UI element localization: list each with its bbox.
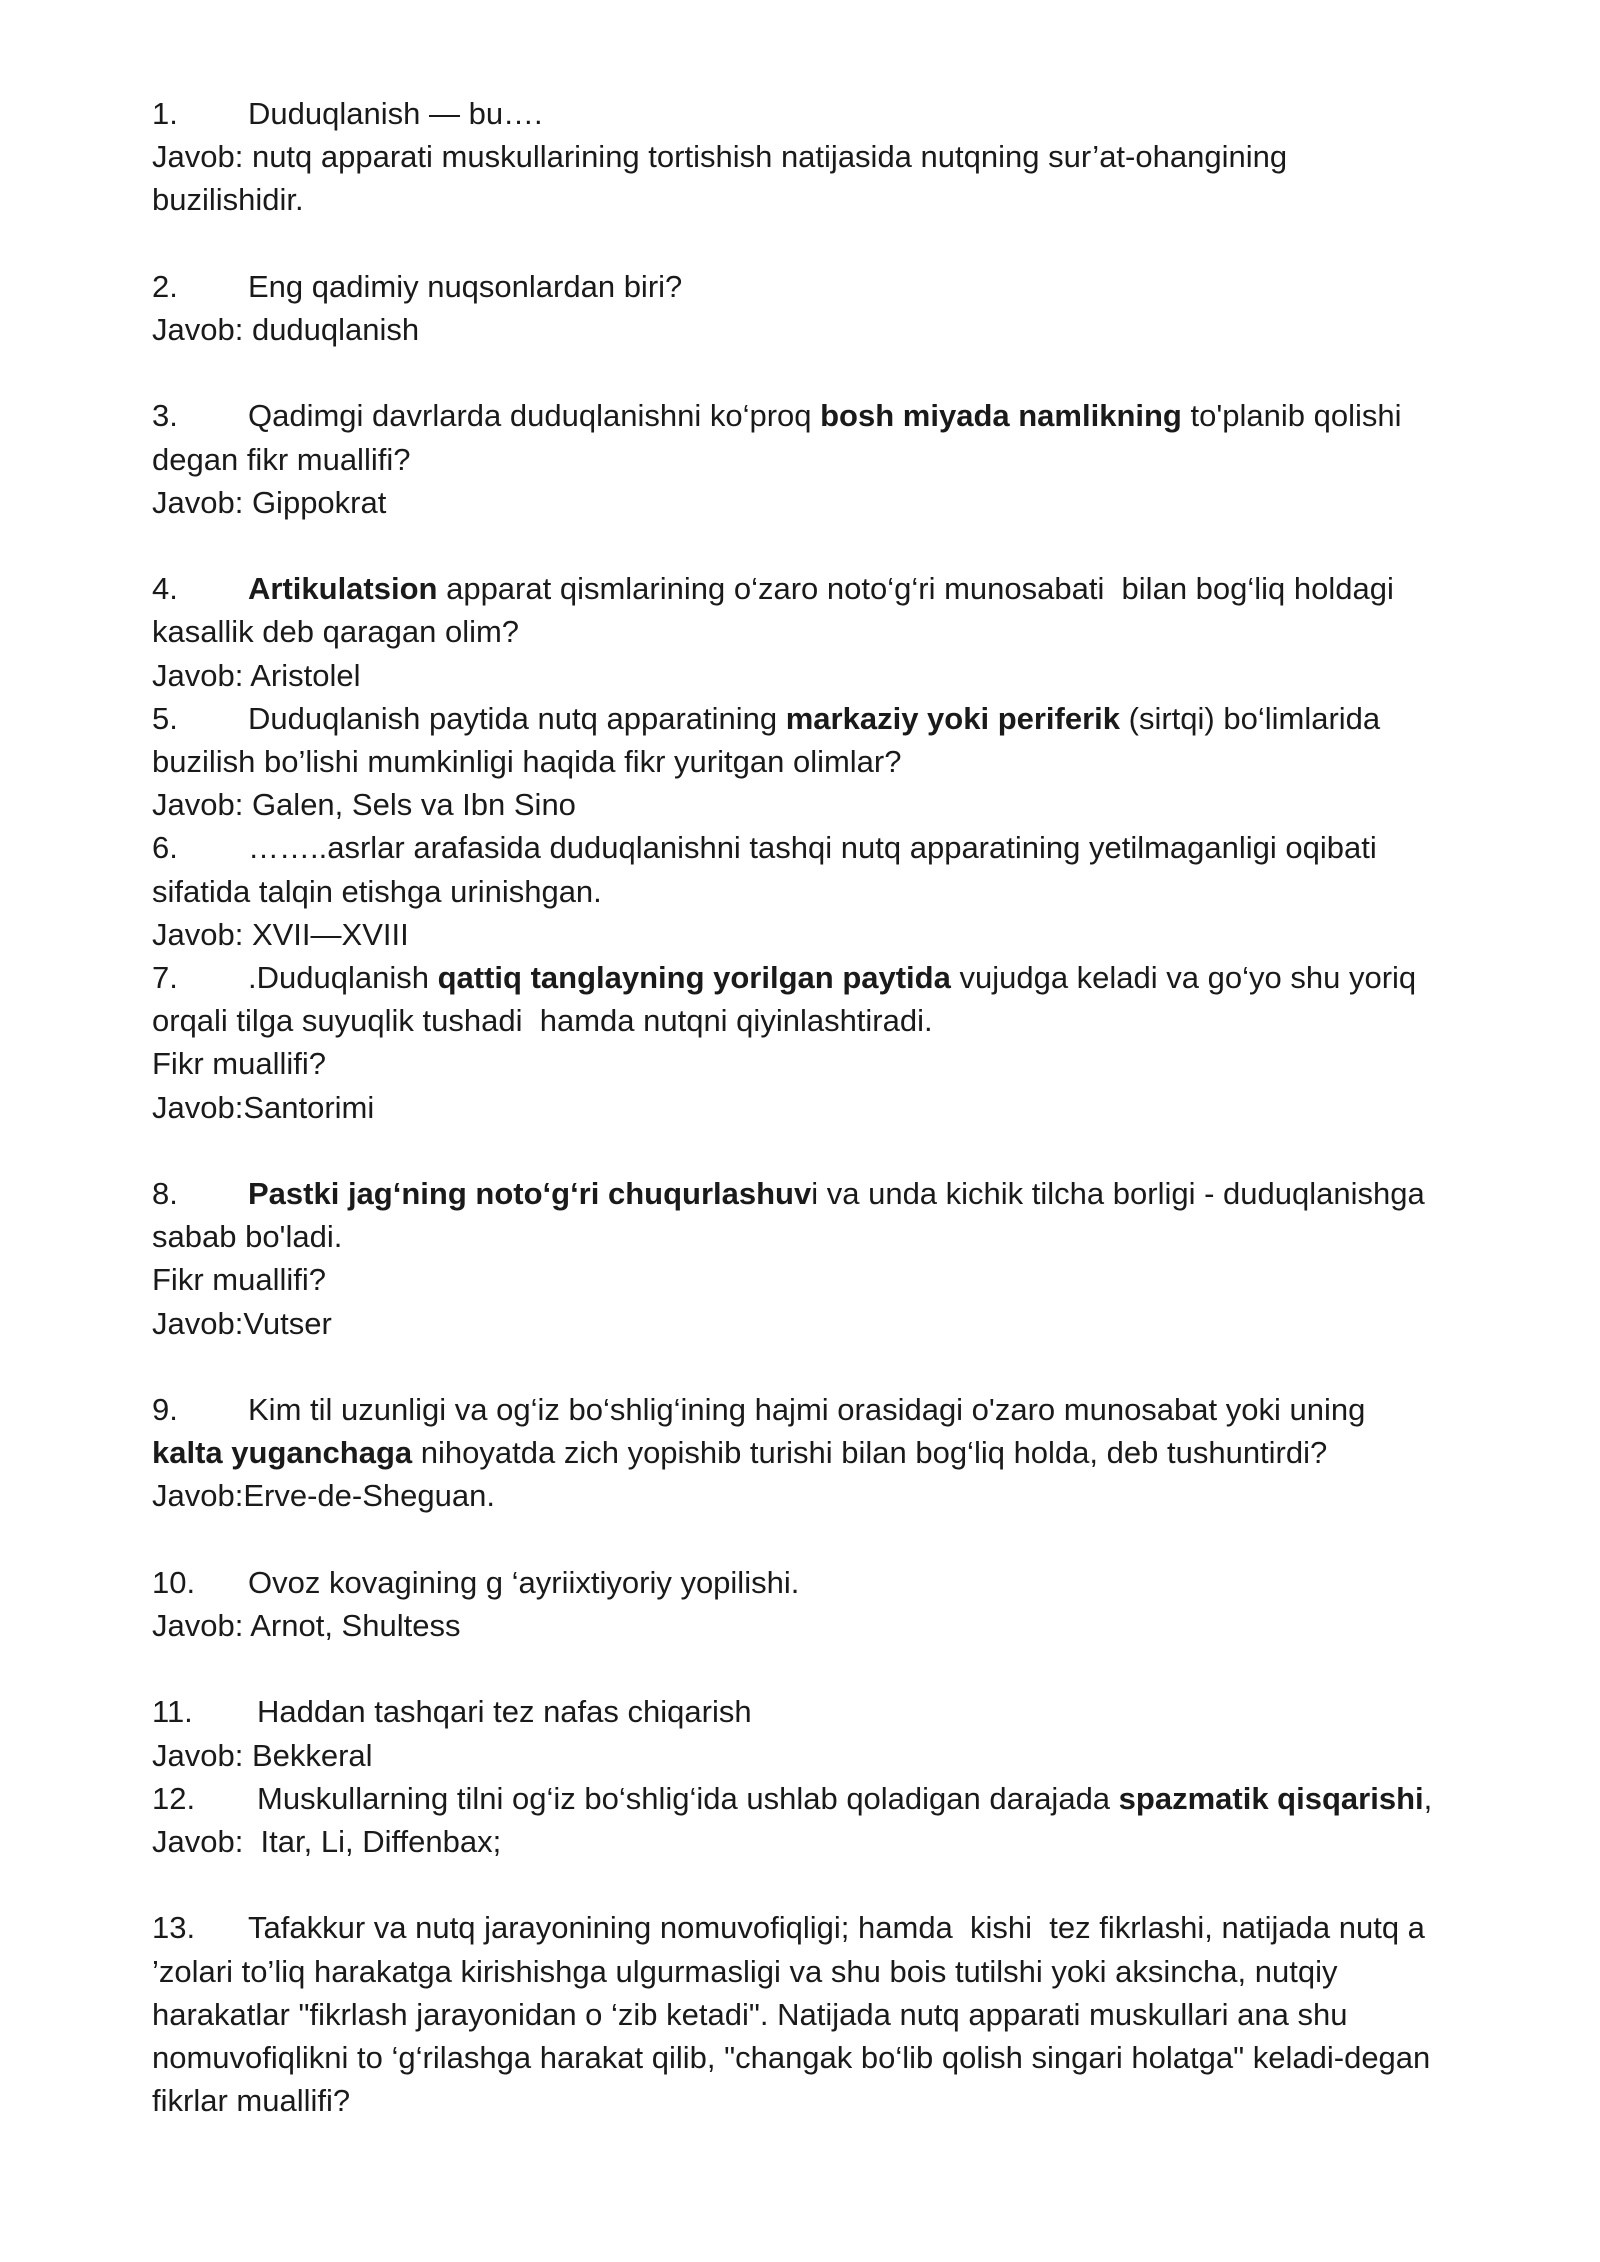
spacer — [152, 524, 1492, 567]
question-text: nihoyatda zich yopishib turishi bilan bog‘liq holda, deb tushuntirdi? — [412, 1435, 1328, 1471]
question-number: 5. — [152, 700, 178, 736]
answer-1-line-2: buzilishidir. — [152, 182, 304, 218]
question-8 — [152, 1172, 1492, 1215]
question-number: 4. — [152, 571, 178, 607]
question-emphasis: markaziy yoki periferik — [785, 700, 1121, 736]
question-text: Ovoz kovagining g ‘ayriixtiyoriy yopilishi. — [248, 1564, 800, 1600]
spacer — [152, 1345, 1492, 1388]
question-6 — [152, 826, 1492, 869]
question-13-line-2: ’zolari to’liq harakatga kirishishga ulgurmasligi va shu bois tutilshi yoki aksincha, nutqiy — [152, 1953, 1338, 1989]
question-3-line-2: degan fikr muallifi? — [152, 441, 411, 477]
question-number: 8. — [152, 1176, 178, 1212]
question-number: 9. — [152, 1392, 178, 1428]
question-text: Muskullarning tilni og‘iz bo‘shlig‘ida ushlab qoladigan darajada — [257, 1780, 1119, 1816]
question-emphasis: Pastki jag‘ning noto‘g‘ri chuqurlashuv — [248, 1176, 812, 1212]
question-4-line-2: kasallik deb qaragan olim? — [152, 614, 520, 650]
question-8-line-3: Fikr muallifi? — [152, 1262, 326, 1298]
question-text: (sirtqi) bo‘limlarida — [1120, 700, 1381, 736]
question-emphasis: bosh miyada namlikning — [820, 398, 1182, 434]
question-text: ……..asrlar arafasida duduqlanishni tashqi nutq apparatining yetilmaganligi oqibati — [248, 830, 1377, 866]
answer-3: Javob: Gippokrat — [152, 484, 387, 520]
question-number: 6. — [152, 830, 178, 866]
question-number: 10. — [152, 1564, 196, 1600]
answer-12: Javob: Itar, Li, Diffenbax; — [152, 1824, 502, 1860]
question-number: 12. — [152, 1780, 196, 1816]
question-11 — [152, 1690, 1492, 1733]
question-6-line-2: sifatida talqin etishga urinishgan. — [152, 873, 602, 909]
question-8-line-2: sabab bo'ladi. — [152, 1219, 343, 1255]
question-text: Duduqlanish — bu…. — [248, 96, 543, 131]
question-10 — [152, 1561, 1492, 1604]
question-number: 13. — [152, 1910, 196, 1946]
question-7 — [152, 956, 1492, 999]
question-number: 7. — [152, 960, 178, 996]
question-7-line-2: orqali tilga suyuqlik tushadi hamda nutqni qiyinlashtiradi. — [152, 1003, 933, 1039]
question-1 — [152, 92, 1492, 135]
question-text: Eng qadimiy nuqsonlardan biri? — [248, 268, 683, 304]
answer-6: Javob: XVII—XVIII — [152, 916, 409, 952]
question-emphasis: spazmatik qisqarishi — [1118, 1780, 1424, 1816]
question-text: i va unda kichik tilcha borligi - duduqlanishga — [811, 1176, 1425, 1212]
question-13-line-3: harakatlar "fikrlash jarayonidan o ‘zib ketadi". Natijada nutq apparati muskullari ana shu — [152, 1996, 1348, 2032]
question-text: .Duduqlanish — [248, 960, 438, 996]
question-number: 11. — [152, 1694, 193, 1730]
question-5 — [152, 697, 1492, 740]
question-9-line-2 — [152, 1431, 1492, 1474]
question-13-line-4: nomuvofiqlikni to ‘g‘rilashga harakat qilib, "changak bo‘lib qolish singari holatga" keladi-degan — [152, 2040, 1431, 2076]
question-12 — [152, 1777, 1492, 1820]
question-13 — [152, 1906, 1492, 1949]
question-text: , — [1423, 1780, 1433, 1816]
question-9 — [152, 1388, 1492, 1431]
answer-9: Javob:Erve-de-Sheguan. — [152, 1478, 495, 1514]
question-emphasis: kalta yuganchaga — [152, 1435, 413, 1471]
spacer — [152, 1129, 1492, 1172]
document-page — [152, 92, 1492, 2122]
answer-4: Javob: Aristolel — [152, 657, 361, 693]
question-text: Duduqlanish paytida nutq apparatining — [248, 700, 786, 736]
question-emphasis: Artikulatsion — [248, 571, 438, 607]
spacer — [152, 222, 1492, 265]
question-2 — [152, 265, 1492, 308]
question-4 — [152, 567, 1492, 610]
answer-7: Javob:Santorimi — [152, 1089, 375, 1125]
question-text: apparat qismlarining o‘zaro noto‘g‘ri munosabati bilan bog‘liq holdagi — [437, 571, 1394, 607]
question-text: Tafakkur va nutq jarayonining nomuvofiqligi; hamda kishi tez fikrlashi, natijada nutq a — [248, 1910, 1425, 1946]
question-text: Kim til uzunligi va og‘iz bo‘shlig‘ining hajmi orasidagi o'zaro munosabat yoki uning — [248, 1392, 1366, 1428]
answer-11: Javob: Bekkeral — [152, 1737, 373, 1773]
spacer — [152, 1863, 1492, 1906]
answer-2: Javob: duduqlanish — [152, 312, 420, 347]
question-7-line-3: Fikr muallifi? — [152, 1046, 326, 1082]
question-text: to'planib qolishi — [1181, 398, 1402, 434]
question-13-line-5: fikrlar muallifi? — [152, 2083, 351, 2119]
question-text: Qadimgi davrlarda duduqlanishni ko‘proq — [248, 398, 821, 434]
spacer — [152, 1518, 1492, 1561]
spacer — [152, 1647, 1492, 1690]
answer-10: Javob: Arnot, Shultess — [152, 1608, 461, 1644]
question-text: Haddan tashqari tez nafas chiqarish — [257, 1694, 752, 1730]
answer-8: Javob:Vutser — [152, 1305, 332, 1341]
question-5-line-2: buzilish bo’lishi mumkinligi haqida fikr yuritgan olimlar? — [152, 744, 902, 779]
answer-5: Javob: Galen, Sels va Ibn Sino — [152, 787, 576, 823]
question-text: vujudga keladi va go‘yo shu yoriq — [950, 960, 1417, 996]
question-number: 3. — [152, 398, 178, 434]
question-number: 1. — [152, 96, 178, 131]
question-emphasis: qattiq tanglayning yorilgan paytida — [437, 960, 951, 996]
spacer — [152, 351, 1492, 394]
answer-1-line-1: Javob: nutq apparati muskullarining tortishish natijasida nutqning sur’at-ohangining — [152, 139, 1288, 175]
question-number: 2. — [152, 268, 178, 304]
question-3 — [152, 394, 1492, 437]
